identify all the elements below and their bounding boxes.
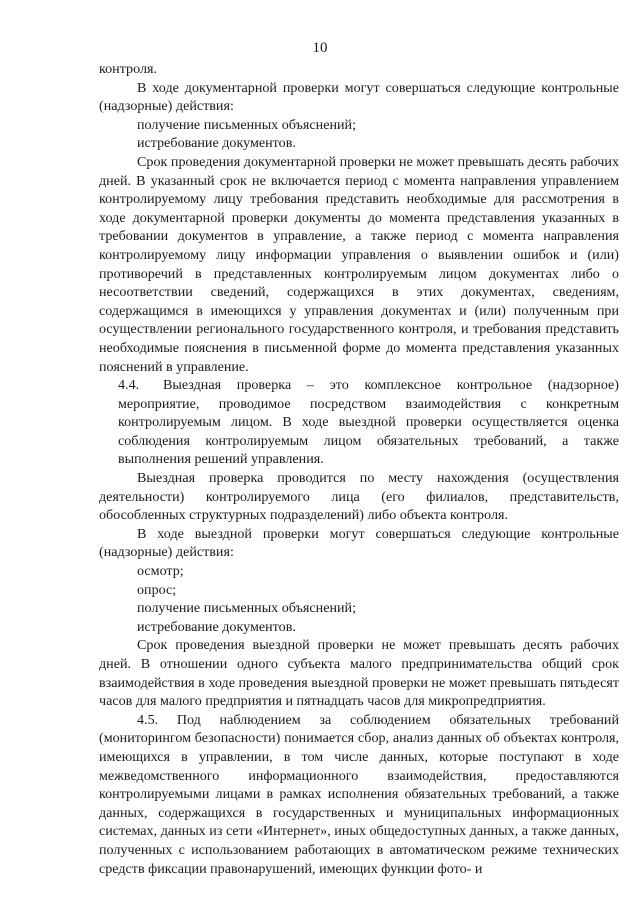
list-item: истребование документов. xyxy=(137,135,296,152)
paragraph: Срок проведения выездной проверки не может превышать десять рабочих дней. В отношении одного субъекта малого предпринимательства общий срок взаимодействия в ходе проведения выездной проверки не может превышать пятьдесят часов для малого предприятия и пятнадцать часов для микропредприятия. xyxy=(99,637,619,710)
list-item: опрос; xyxy=(137,581,177,598)
list-item: получение письменных объяснений; xyxy=(137,600,356,617)
paragraph: В ходе документарной проверки могут совершаться следующие контрольные (надзорные) действия: xyxy=(99,79,619,115)
paragraph: Выездная проверка проводится по месту нахождения (осуществления деятельности) контролируемого лица (его филиалов, представительств, обособленных структурных подразделений) либо объекта контроля. xyxy=(99,470,619,524)
clause-number: 4.4. xyxy=(118,377,140,394)
paragraph: В ходе выездной проверки могут совершаться следующие контрольные (надзорные) действия: xyxy=(99,525,619,561)
document-body xyxy=(99,60,619,878)
paragraph: 4.5. Под наблюдением за соблюдением обязательных требований (мониторингом безопасности) понимается сбор, анализ данных об объектах контроля, имеющихся в управлении, в том числе данных, которые поступают в ходе межведомственного информационного взаимодействия, предоставляются контролируемыми лицами в рамках исполнения обязательных требований, а также данных, содержащихся в государственных и муниципальных информационных системах, данных из сети «Интернет», иных общедоступных данных, а также данных, полученных с использованием работающих в автоматическом режиме технических средств фиксации правонарушений, имеющих функции фото- и xyxy=(99,711,619,877)
list-item: получение письменных объяснений; xyxy=(137,116,356,133)
paragraph: Срок проведения документарной проверки не может превышать десять рабочих дней. В указанный срок не включается период с момента направления управлением контролируемому лицу требования представить необходимые для рассмотрения в ходе документарной проверки документы до момента представления указанных в требовании документов в управление, а также период с момента направления контролируемому лицу информации управления о выявлении ошибок и (или) противоречий в представленных контролируемым лицом документах либо о несоответствии сведений, содержащихся в этих документах, сведениям, содержащимся в имеющихся у управления документах и (или) полученным при осуществлении регионального государственного контроля, и требования представить необходимые пояснения в письменной форме до момента представления указанных пояснений в управление. xyxy=(99,153,619,375)
paragraph: контроля. xyxy=(99,61,157,77)
page-number: 10 xyxy=(312,40,328,56)
list-item: истребование документов. xyxy=(137,618,296,635)
numbered-paragraph xyxy=(99,376,619,469)
list-item: осмотр; xyxy=(137,563,184,580)
paragraph-text: Выездная проверка – это комплексное контрольное (надзорное) мероприятие, проводимое посредством взаимодействия с конкретным контролируемым лицом. В ходе выездной проверки осуществляется оценка соблюдения контролируемым лицом обязательных требований, а также выполнения решений управления. xyxy=(118,377,619,468)
